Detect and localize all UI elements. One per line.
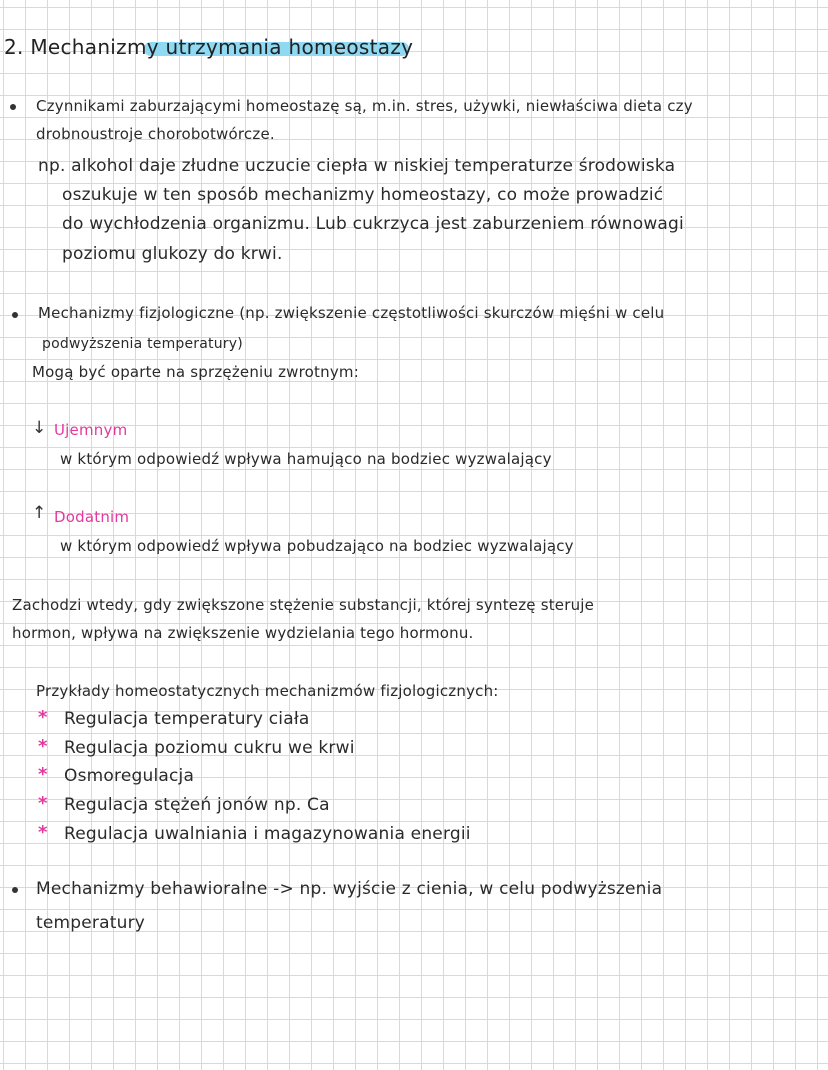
star-icon: * [38,736,48,757]
bullet-section1 [10,104,16,110]
negative-feedback-label: Ujemnym [54,421,128,439]
section1-line6: poziomu glukozy do krwi. [62,244,283,264]
section1-line3: np. alkohol daje złudne uczucie ciepła w niskiej temperaturze środowiska [38,156,676,176]
bullet-section2 [12,312,18,318]
section4-line2: temperatury [36,913,146,933]
positive-feedback-label: Dodatnim [54,508,130,526]
section3-line2: hormon, wpływa na zwiększenie wydzielania tego hormonu. [12,624,474,642]
section2-line3: Mogą być oparte na sprzężeniu zwrotnym: [32,363,359,381]
star-icon: * [38,764,48,785]
star-icon: * [38,822,48,843]
down-arrow-icon: ↓ [32,418,47,438]
example-item: Regulacja temperatury ciała [64,709,310,729]
section3-line1: Zachodzi wtedy, gdy zwiększone stężenie substancji, której syntezę steruje [12,596,595,614]
example-item: Regulacja stężeń jonów np. Ca [64,795,330,815]
bullet-section4 [12,887,18,893]
negative-feedback-desc: w którym odpowiedź wpływa hamująco na bodziec wyzwalający [60,450,552,468]
positive-feedback-desc: w którym odpowiedź wpływa pobudzająco na bodziec wyzwalający [60,537,574,555]
examples-heading: Przykłady homeostatycznych mechanizmów fizjologicznych: [36,682,499,700]
section1-line5: do wychłodzenia organizmu. Lub cukrzyca jest zaburzeniem równowagi [62,214,684,234]
star-icon: * [38,793,48,814]
star-icon: * [38,707,48,728]
page-title [4,34,413,60]
section1-line4: oszukuje w ten sposób mechanizmy homeostazy, co może prowadzić [62,185,664,205]
section2-line2: podwyższenia temperatury) [42,336,243,352]
section1-line2: drobnoustroje chorobotwórcze. [36,125,275,143]
up-arrow-icon: ↑ [32,503,47,523]
example-item: Regulacja poziomu cukru we krwi [64,738,355,758]
title-text: 2. Mechanizmy utrzymania homeostazy [4,35,414,59]
section2-line1: Mechanizmy fizjologiczne (np. zwiększenie częstotliwości skurczów mięśni w celu [38,304,665,322]
section4-line1: Mechanizmy behawioralne -> np. wyjście z cienia, w celu podwyższenia [36,879,663,899]
section1-line1: Czynnikami zaburzającymi homeostazę są, m.in. stres, używki, niewłaściwa dieta czy [36,97,693,115]
example-item: Regulacja uwalniania i magazynowania energii [64,824,471,844]
example-item: Osmoregulacja [64,766,195,786]
